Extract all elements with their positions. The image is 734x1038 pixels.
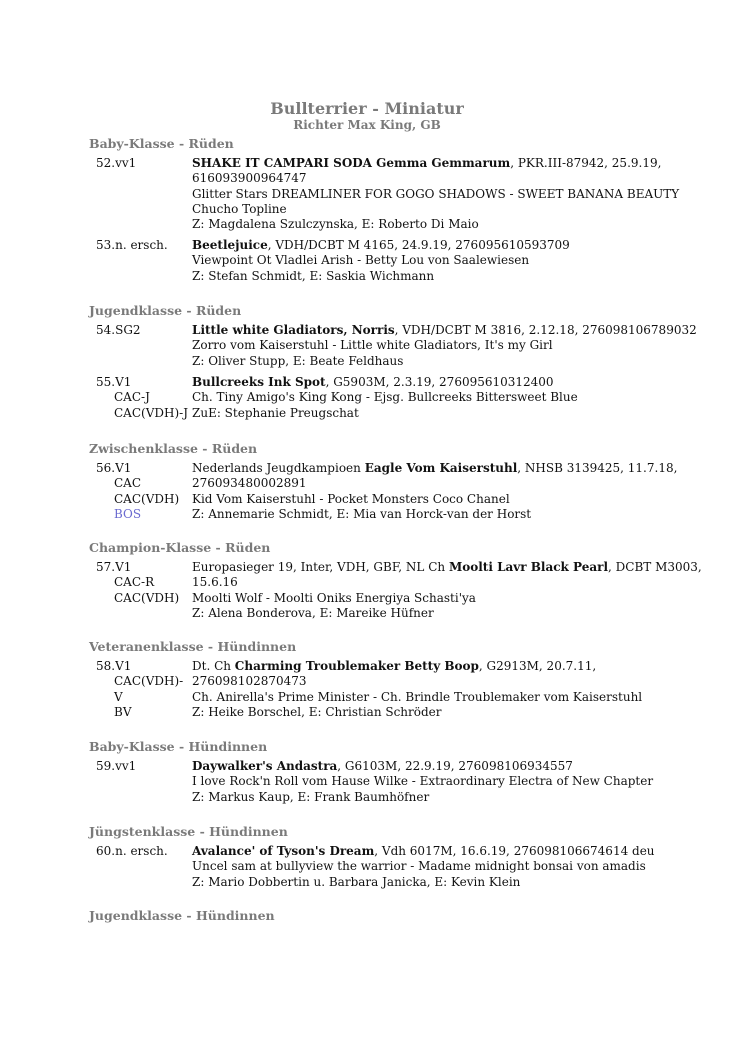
entry-number: 53. <box>96 238 116 252</box>
entry-line1 <box>192 156 662 171</box>
dog-name: Eagle Vom Kaiserstuhl <box>364 461 518 475</box>
entry-grade: V1 <box>115 461 132 475</box>
award-cac-vdh: CAC(VDH) <box>114 590 180 605</box>
dog-name: Little white Gladiators, Norris <box>192 323 395 337</box>
entry-number: 54. <box>96 323 116 337</box>
breeder-owner: Z: Alena Bonderova, E: Mareike Hüfner <box>192 605 434 620</box>
entry-details <box>192 560 702 621</box>
dog-name: Beetlejuice <box>192 238 268 252</box>
registration-info: , VDH/DCBT M 4165, 24.9.19, 276095610593709 <box>267 238 570 252</box>
dog-name: SHAKE IT CAMPARI SODA Gemma Gemmarum <box>192 156 511 170</box>
award-cac-r: CAC-R <box>114 575 155 590</box>
section-heading: Jugendklasse - Hündinnen <box>89 908 275 923</box>
award-bos: BOS <box>114 506 142 521</box>
entry-placement <box>96 844 191 859</box>
entry-details <box>192 659 652 720</box>
breeder-owner: Z: Mario Dobbertin u. Barbara Janicka, E: Kevin Klein <box>192 874 521 889</box>
award-v: V <box>114 689 123 704</box>
entry-grade: SG2 <box>115 323 141 337</box>
entry-placement <box>96 659 191 720</box>
section-heading: Baby-Klasse - Rüden <box>89 136 234 151</box>
entry-line1 <box>192 461 678 476</box>
judge-line: Richter Max King, GB <box>293 118 441 132</box>
entry-grade: n. ersch. <box>115 238 168 252</box>
breeder-owner: Z: Stefan Schmidt, E: Saskia Wichmann <box>192 268 435 283</box>
pedigree: Ch. Tiny Amigo's King Kong - Ejsg. Bullcreeks Bittersweet Blue <box>192 390 578 405</box>
breeder-owner: Z: Heike Borschel, E: Christian Schröder <box>192 704 442 719</box>
dog-name: Daywalker's Andastra <box>192 759 338 773</box>
entry-grade: V1 <box>115 375 132 389</box>
entry-details <box>192 375 652 421</box>
entry-number: 60. <box>96 844 116 858</box>
section-heading: Champion-Klasse - Rüden <box>89 540 271 555</box>
breeder-owner: Z: Magdalena Szulczynska, E: Roberto Di Maio <box>192 217 479 232</box>
entry-number: 56. <box>96 461 116 475</box>
registration-info: , VDH/DCBT M 3816, 2.12.18, 276098106789032 <box>394 323 697 337</box>
entry-line2: 276098102870473 <box>192 674 307 689</box>
entry-placement <box>96 375 191 421</box>
entry-details <box>192 238 652 284</box>
entry-line1 <box>192 759 652 774</box>
entry-placement <box>96 238 191 253</box>
dog-name: Charming Troublemaker Betty Boop <box>234 659 479 673</box>
entry-title-prefix: Europasieger 19, Inter, VDH, GBF, NL Ch <box>192 560 449 574</box>
award-bv: BV <box>114 704 132 719</box>
title-block <box>0 100 734 132</box>
award-cac-j: CAC-J <box>114 390 150 405</box>
entry-line1 <box>192 659 652 674</box>
entry-line2: 15.6.16 <box>192 575 238 590</box>
entry-placement <box>96 323 191 338</box>
breeder-owner: ZuE: Stephanie Preugschat <box>192 405 359 420</box>
entry-details <box>192 759 652 805</box>
pedigree-extra: Chucho Topline <box>192 201 287 216</box>
entry-number: 59. <box>96 759 116 773</box>
document-title: Bullterrier - Miniatur <box>270 99 464 118</box>
award-cac-vdh: CAC(VDH) <box>114 491 180 506</box>
breeder-owner: Z: Annemarie Schmidt, E: Mia van Horck-van der Horst <box>192 506 532 521</box>
entry-number: 58. <box>96 659 116 673</box>
section-heading: Zwischenklasse - Rüden <box>89 441 258 456</box>
entry-line1 <box>192 238 652 253</box>
entry-line1 <box>192 560 702 575</box>
pedigree: I love Rock'n Roll vom Hause Wilke - Extraordinary Electra of New Chapter <box>192 774 654 789</box>
entry-grade: vv1 <box>115 759 137 773</box>
section-heading: Baby-Klasse - Hündinnen <box>89 739 268 754</box>
section-heading: Veteranenklasse - Hündinnen <box>89 639 297 654</box>
pedigree: Moolti Wolf - Moolti Oniks Energiya Schasti'ya <box>192 590 476 605</box>
entry-number: 57. <box>96 560 116 574</box>
registration-info: , DCBT M3003, <box>608 560 702 574</box>
award-cac-vdh-j: CAC(VDH)-J <box>114 405 189 420</box>
entry-details <box>192 461 678 522</box>
entry-placement <box>96 156 191 171</box>
entry-line1 <box>192 375 652 390</box>
registration-info: , G5903M, 2.3.19, 276095610312400 <box>325 375 554 389</box>
entry-details <box>192 323 697 369</box>
entry-title-prefix: Nederlands Jeugdkampioen <box>192 461 365 475</box>
registration-info: , Vdh 6017M, 16.6.19, 276098106674614 deu <box>374 844 655 858</box>
dog-name: Moolti Lavr Black Pearl <box>448 560 609 574</box>
section-heading: Jüngstenklasse - Hündinnen <box>89 824 288 839</box>
pedigree: Zorro vom Kaiserstuhl - Little white Gladiators, It's my Girl <box>192 338 553 353</box>
entry-grade: V1 <box>115 659 132 673</box>
registration-info: , NHSB 3139425, 11.7.18, <box>517 461 678 475</box>
entry-number: 55. <box>96 375 116 389</box>
entry-line1 <box>192 323 697 338</box>
dog-name: Avalance' of Tyson's Dream <box>192 844 375 858</box>
registration-info: , PKR.III-87942, 25.9.19, <box>510 156 662 170</box>
entry-line2: 276093480002891 <box>192 476 307 491</box>
entry-line2: 616093900964747 <box>192 171 307 186</box>
entry-placement <box>96 461 191 522</box>
pedigree: Viewpoint Ot Vladlei Arish - Betty Lou von Saalewiesen <box>192 253 530 268</box>
entry-title-prefix: Dt. Ch <box>192 659 235 673</box>
entry-grade: V1 <box>115 560 132 574</box>
registration-info: , G6103M, 22.9.19, 276098106934557 <box>337 759 573 773</box>
pedigree: Ch. Anirella's Prime Minister - Ch. Brindle Troublemaker vom Kaiserstuhl <box>192 689 643 704</box>
breeder-owner: Z: Oliver Stupp, E: Beate Feldhaus <box>192 353 404 368</box>
award-cac: CAC <box>114 476 142 491</box>
entry-placement <box>96 759 191 774</box>
pedigree: Glitter Stars DREAMLINER FOR GOGO SHADOWS - SWEET BANANA BEAUTY <box>192 186 680 201</box>
entry-line1 <box>192 844 655 859</box>
entry-number: 52. <box>96 156 116 170</box>
pedigree: Uncel sam at bullyview the warrior - Madame midnight bonsai von amadis <box>192 859 646 874</box>
section-heading: Jugendklasse - Rüden <box>89 303 242 318</box>
entry-details <box>192 844 655 890</box>
entry-details <box>192 156 680 232</box>
entry-grade: vv1 <box>115 156 137 170</box>
registration-info: , G2913M, 20.7.11, <box>478 659 597 673</box>
dog-name: Bullcreeks Ink Spot <box>192 375 326 389</box>
pedigree: Kid Vom Kaiserstuhl - Pocket Monsters Coco Chanel <box>192 491 510 506</box>
breeder-owner: Z: Markus Kaup, E: Frank Baumhöfner <box>192 789 430 804</box>
entry-grade: n. ersch. <box>115 844 168 858</box>
entry-placement <box>96 560 191 606</box>
award-cac-vdh: CAC(VDH)- <box>114 674 184 689</box>
